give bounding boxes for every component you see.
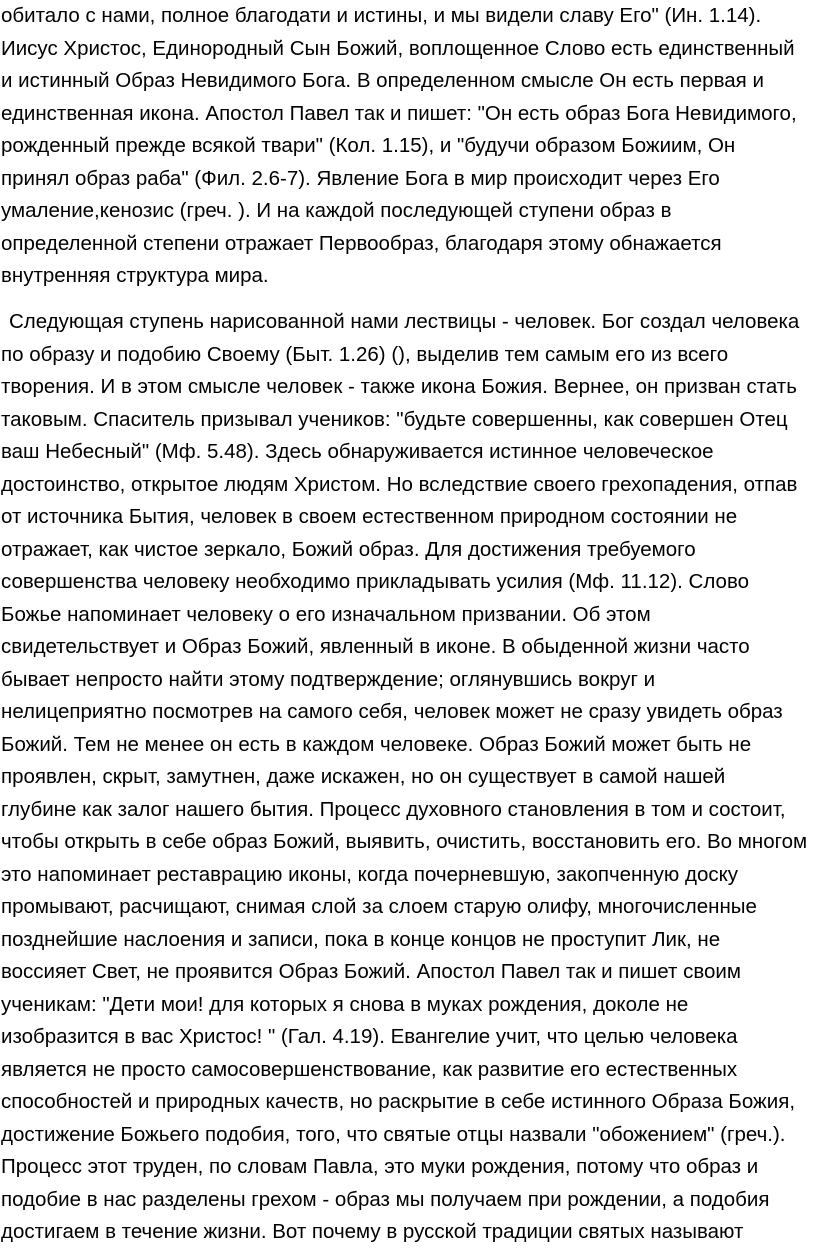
text-line: рожденный прежде всякой твари" (Кол. 1.15), и "будучи образом Божиим, Он xyxy=(1,134,736,157)
text-line: позднейшие наслоения и записи, пока в конце концов не проступит Лик, не xyxy=(1,927,721,951)
text-line: чтобы открыть в себе образ Божий, выявить, очистить, восстановить его. Во многом xyxy=(1,830,808,853)
text-line: способностей и природных качеств, но раскрытие в себе истинного Образа Божия, xyxy=(1,1090,796,1113)
text-line: отражает, как чистое зеркало, Божий образ. Для достижения требуемого xyxy=(1,537,696,561)
text-line: Процесс этот труден, по словам Павла, это муки рождения, потому что образ и xyxy=(1,1155,759,1178)
text-line: изобразится в вас Христос! " (Гал. 4.19). Евангелие учит, что целью человека xyxy=(1,1025,738,1048)
text-line: проявлен, скрыт, замутнен, даже искажен, но он существует в самой нашей xyxy=(1,765,726,788)
text-line: это напоминает реставрацию иконы, когда почерневшую, закопченную доску xyxy=(1,862,739,886)
text-line: и истинный Образ Невидимого Бога. В определенном смысле Он есть первая и xyxy=(1,69,764,92)
text-line: свидетельствует и Образ Божий, явленный в иконе. В обыденной жизни часто xyxy=(1,635,750,658)
text-line: достигаем в течение жизни. Вот почему в русской традиции святых называют xyxy=(1,1220,744,1243)
text-line: Божий. Тем не менее он есть в каждом человеке. Образ Божий может быть не xyxy=(1,732,752,756)
text-line: обитало с нами, полное благодати и истины, и мы видели славу Его" (Ин. 1.14). xyxy=(1,4,762,27)
text-line: является не просто самосовершенствование, как развитие его естественных xyxy=(1,1057,738,1081)
text-line: внутренняя структура мира. xyxy=(1,264,269,287)
text-line: нелицеприятно посмотрев на самого себя, человек может не сразу увидеть образ xyxy=(1,700,783,723)
text-line: принял образ раба" (Фил. 2.6-7). Явление Бога в мир происходит через Его xyxy=(1,166,720,190)
paragraph-2 xyxy=(0,306,807,1249)
text-line: бывает непросто найти этому подтверждение; оглянувшись вокруг и xyxy=(1,667,656,691)
text-line: таковым. Спаситель призывал учеников: "будьте совершенны, как совершен Отец xyxy=(1,407,788,431)
text-line: умаление,кенозис (греч. ). И на каждой последующей ступени образ в xyxy=(1,199,672,222)
text-line: глубине как залог нашего бытия. Процесс духовного становления в том и состоит, xyxy=(1,797,786,821)
paragraph-1 xyxy=(0,0,797,293)
text-line: творения. И в этом смысле человек - также икона Божия. Вернее, он призван стать xyxy=(1,375,797,398)
text-line: воссияет Свет, не проявится Образ Божий. Апостол Павел так и пишет своим xyxy=(1,960,741,983)
text-line: Божье напоминает человеку о его изначальном призвании. Об этом xyxy=(1,602,651,626)
text-line: единственная икона. Апостол Павел так и пишет: "Он есть образ Бога Невидимого, xyxy=(1,101,797,125)
text-line: определенной степени отражает Первообраз, благодаря этому обнажается xyxy=(1,231,722,255)
text-line: достоинство, открытое людям Христом. Но вследствие своего грехопадения, отпав xyxy=(1,472,798,496)
text-line: промывают, расчищают, снимая слой за слоем старую олифу, многочисленные xyxy=(1,895,757,918)
text-line: подобие в нас разделены грехом - образ мы получаем при рождении, а подобия xyxy=(1,1187,770,1211)
text-line: Иисус Христос, Единородный Сын Божий, воплощенное Слово есть единственный xyxy=(1,36,795,60)
text-line: совершенства человеку необходимо прикладывать усилия (Мф. 11.12). Слово xyxy=(1,570,749,593)
text-line: ваш Небесный" (Мф. 5.48). Здесь обнаруживается истинное человеческое xyxy=(1,440,714,463)
text-line: ученикам: "Дети мои! для которых я снова в муках рождения, доколе не xyxy=(1,992,689,1016)
text-line: от источника Бытия, человек в своем естественном природном состоянии не xyxy=(1,505,738,528)
text-line: достижение Божьего подобия, того, что святые отцы назвали "обожением" (греч.). xyxy=(1,1122,786,1146)
text-line: Следующая ступень нарисованной нами лествицы - человек. Бог создал человека xyxy=(9,310,800,333)
text-line: по образу и подобию Своему (Быт. 1.26) (), выделив тем самым его из всего xyxy=(1,342,729,366)
